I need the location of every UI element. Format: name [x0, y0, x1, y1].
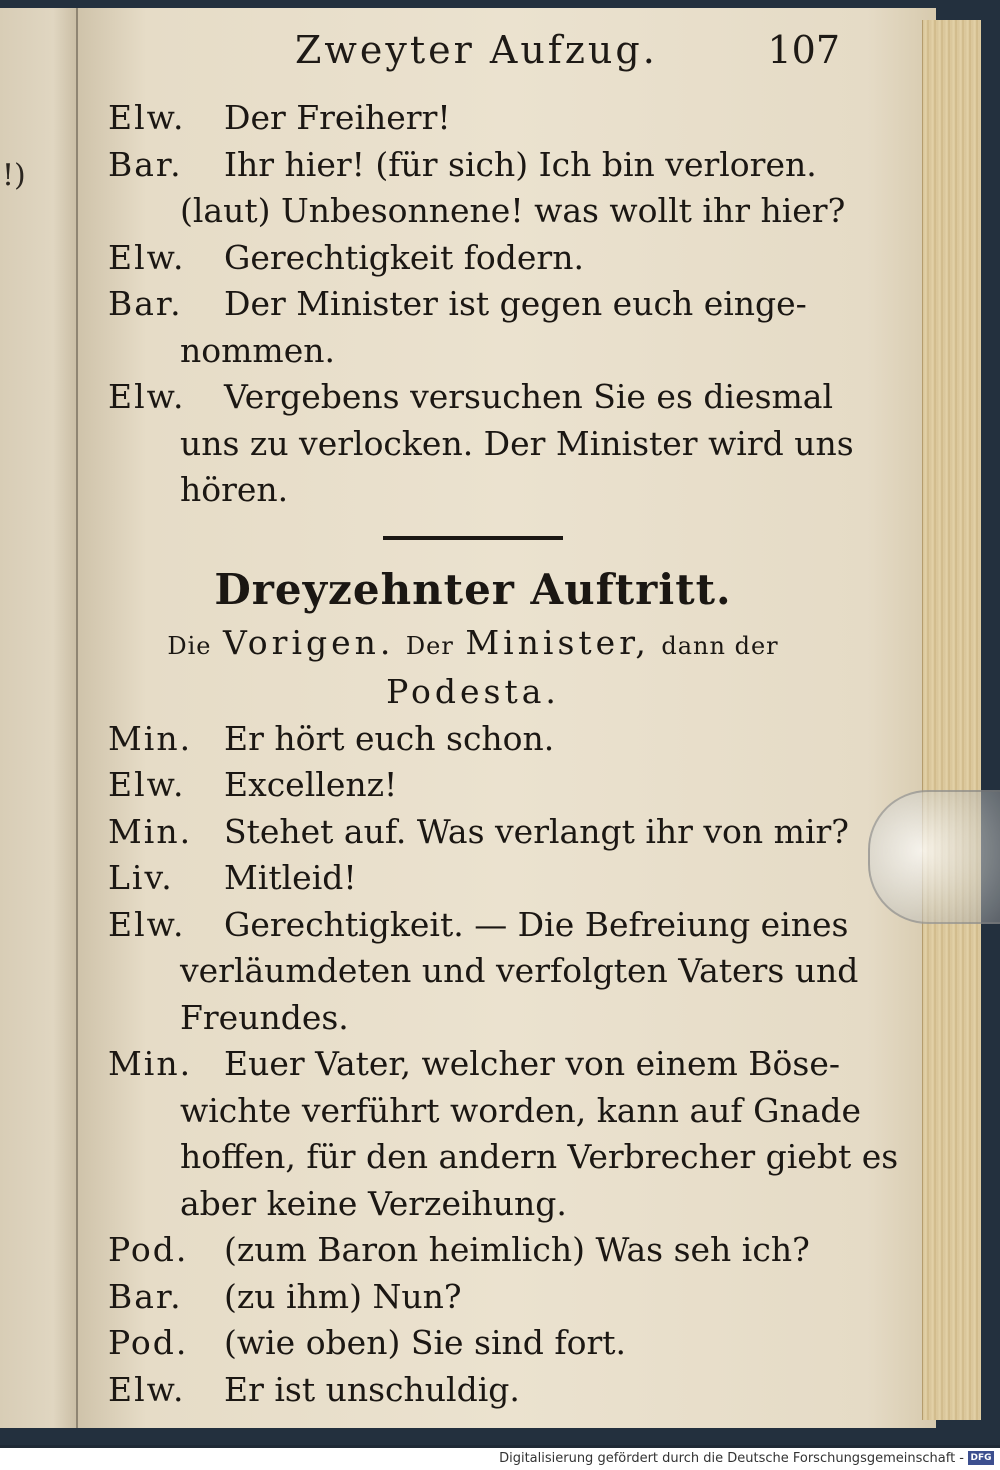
speaker: Elw.: [108, 377, 186, 416]
speaker: Min.: [108, 718, 193, 758]
line-text: verläumdeten und verfolgten Vaters und: [180, 951, 859, 990]
line-text: (zu ihm) Nun?: [224, 1276, 462, 1316]
line-text: wichte verführt worden, kann auf Gnade: [180, 1090, 862, 1130]
section-rule: [383, 536, 563, 540]
scene-title: Dreyzehnter Auftritt.: [214, 564, 732, 614]
dialogue-line: [108, 1274, 838, 1321]
dialogue-line: [108, 142, 838, 189]
continuation-line: [108, 1181, 838, 1228]
line-text: hoffen, für den andern Verbrecher giebt es: [180, 1137, 899, 1176]
line-text: Er ist unschuldig.: [224, 1369, 520, 1409]
speaker: Elw.: [108, 904, 186, 944]
cast-word: dann der: [661, 631, 779, 660]
left-page-fragment: !): [2, 158, 26, 193]
page-stack-edge: [922, 20, 981, 1420]
dialogue-line: [108, 235, 838, 282]
dialogue-line: [108, 281, 838, 328]
speaker: Min.: [108, 811, 193, 851]
cast-line: Podesta.: [386, 672, 560, 711]
dialogue-line: [108, 1367, 838, 1414]
continuation-line: [108, 467, 838, 514]
dialogue-line: [108, 716, 838, 763]
line-text: (zum Baron heimlich) Was seh ich?: [224, 1230, 810, 1269]
continuation-line: [108, 1088, 862, 1135]
line-text: (laut) Unbesonnene! was wollt ihr hier?: [180, 191, 846, 230]
speaker: Elw.: [108, 237, 186, 277]
dialogue-line: [108, 1227, 838, 1274]
line-text: Stehet auf. Was verlangt ihr von mir?: [224, 811, 849, 851]
speaker: Min.: [108, 1044, 193, 1083]
cast-word: Vorigen.: [223, 622, 395, 662]
page-clip: [868, 790, 1000, 924]
line-text: uns zu verlocken. Der Minister wird uns: [180, 423, 854, 463]
dialogue-line: [108, 809, 849, 856]
dialogue-line: [108, 374, 838, 421]
line-text: Vergebens versuchen Sie es diesmal: [224, 377, 834, 416]
line-text: Ihr hier! (für sich) Ich bin verloren.: [224, 144, 817, 184]
cast-line: [108, 620, 838, 670]
line-text: Gerechtigkeit. — Die Befreiung eines: [224, 904, 849, 944]
dialogue-line: [108, 855, 838, 902]
continuation-line: [108, 1134, 899, 1181]
footer-bar: [0, 1448, 1000, 1470]
dialogue-line: [108, 902, 849, 949]
cast-word: Minister,: [465, 622, 650, 662]
line-text: hören.: [180, 470, 289, 509]
line-text: nommen.: [180, 330, 335, 370]
cast-word: Der: [405, 631, 454, 660]
speaker: Pod.: [108, 1230, 189, 1269]
line-text: Excellenz!: [224, 765, 398, 804]
page-number: 107: [767, 28, 840, 72]
speaker: Liv.: [108, 858, 174, 897]
continuation-line: [108, 948, 859, 995]
speaker: Bar.: [108, 284, 183, 323]
line-text: Gerechtigkeit fodern.: [224, 237, 584, 277]
dialogue-line: [108, 1320, 838, 1367]
speaker: Pod.: [108, 1323, 189, 1362]
continuation-line: [108, 188, 846, 235]
line-text: (wie oben) Sie sind fort.: [224, 1323, 626, 1362]
speaker: Bar.: [108, 1276, 183, 1316]
left-page-edge: [0, 8, 78, 1428]
line-text: Er hört euch schon.: [224, 718, 555, 758]
line-text: Euer Vater, welcher von einem Böse-: [224, 1044, 841, 1083]
line-text: Freundes.: [180, 997, 349, 1037]
line-text: Der Minister ist gegen euch einge-: [224, 284, 807, 323]
dialogue-line: [108, 762, 838, 809]
page-text: [108, 95, 899, 1413]
continuation-line: [108, 328, 838, 375]
line-text: aber keine Verzeihung.: [180, 1183, 567, 1223]
line-text: Der Freiherr!: [224, 98, 451, 137]
continuation-line: [108, 995, 838, 1042]
speaker: Elw.: [108, 98, 186, 137]
speaker: Bar.: [108, 144, 183, 184]
dfg-logo: DFG: [968, 1451, 994, 1465]
dialogue-line: [108, 1041, 841, 1088]
cast-word: Die: [167, 631, 212, 660]
footer-credit: Digitalisierung gefördert durch die Deutsche Forschungsgemeinschaft -: [499, 1451, 964, 1466]
speaker: Elw.: [108, 1369, 186, 1409]
dialogue-line: [108, 95, 838, 142]
continuation-line: [108, 421, 854, 468]
page-header: [215, 28, 840, 78]
speaker: Elw.: [108, 765, 186, 804]
line-text: Mitleid!: [224, 858, 357, 897]
running-title: Zweyter Aufzug.: [295, 28, 658, 72]
